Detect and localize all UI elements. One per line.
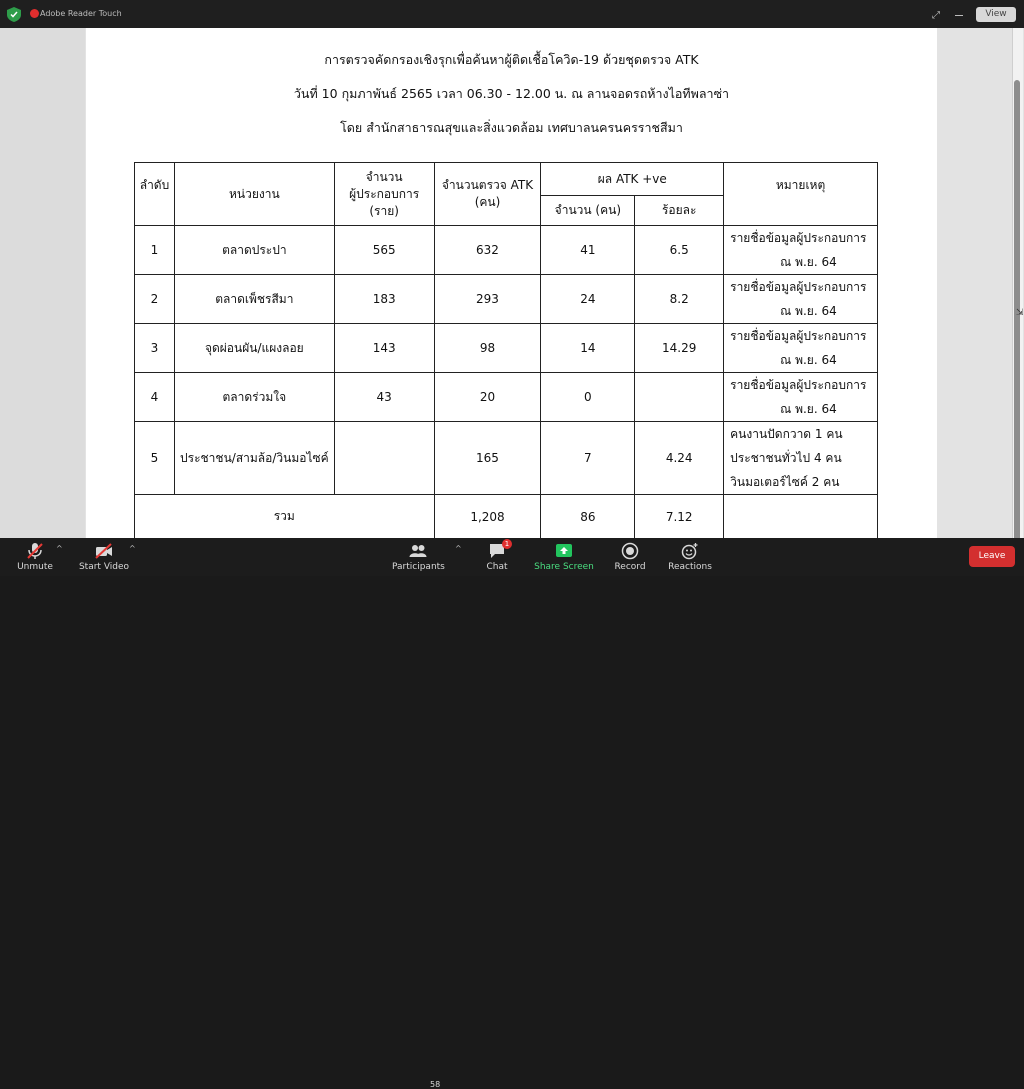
shared-screen [0,28,1024,538]
header-unit: หน่วยงาน [174,163,334,226]
record-icon [621,542,639,560]
document-margin [0,28,85,538]
video-off-icon [95,542,113,560]
header-vendors: จำนวน ผู้ประกอบการ (ราย) [334,163,434,226]
header-remark: หมายเหตุ [724,163,878,226]
table-total-row [135,495,878,539]
table-row [135,324,878,373]
cell-percent [635,373,724,422]
table-header-row [135,163,878,196]
cell-positive: 24 [541,275,635,324]
cell-vendors: 143 [334,324,434,373]
cell-tested: 165 [434,422,541,495]
total-percent: 7.12 [635,495,724,539]
screen-share-indicator-icon [30,9,39,18]
total-remark [724,495,878,539]
shared-window-title: Adobe Reader Touch [40,9,122,18]
leave-button[interactable]: Leave [969,546,1015,567]
header-positive: ผล ATK +ve [541,163,724,196]
chat-unread-badge: 1 [502,539,512,549]
atk-results-table [134,162,878,538]
cell-vendors: 43 [334,373,434,422]
document-title: การตรวจคัดกรองเชิงรุกเพื่อค้นหาผู้ติดเชื้อโควิด-19 ด้วยชุดตรวจ ATK [324,52,699,67]
cell-vendors: 565 [334,226,434,275]
cell-vendors: 183 [334,275,434,324]
cell-remark: รายชื่อข้อมูลผู้ประกอบการ ณ พ.ย. 64 [724,226,878,275]
reactions-emoji-icon [681,542,699,560]
cell-percent: 8.2 [635,275,724,324]
participants-icon [409,542,427,560]
cell-unit: ตลาดประปา [174,226,334,275]
header-tested: จำนวนตรวจ ATK (คน) [434,163,541,226]
meeting-controls-bar: Unmute ^ Start Video ^ Participants 58 ^ Chat Share Screen Record Reactions [0,538,1024,576]
cell-tested: 293 [434,275,541,324]
header-positive-count: จำนวน (คน) [541,196,635,226]
document-page [86,28,937,538]
view-button[interactable]: View [976,7,1016,22]
cell-positive: 0 [541,373,635,422]
cell-positive: 7 [541,422,635,495]
cell-vendors [334,422,434,495]
cell-unit: ตลาดร่วมใจ [174,373,334,422]
total-positive: 86 [541,495,635,539]
cell-percent: 6.5 [635,226,724,275]
cell-unit: จุดผ่อนผัน/แผงลอย [174,324,334,373]
expand-icon[interactable]: ⤢ [932,10,940,21]
cell-order: 5 [135,422,175,495]
cell-percent: 4.24 [635,422,724,495]
minimize-icon[interactable] [955,15,963,16]
document-subtitle-agency: โดย สำนักสาธารณสุขและสิ่งแวดล้อม เทศบาลนครนครราชสีมา [340,120,683,135]
cell-positive: 14 [541,324,635,373]
cell-tested: 98 [434,324,541,373]
cell-positive: 41 [541,226,635,275]
table-row [135,373,878,422]
header-positive-percent: ร้อยละ [635,196,724,226]
table-row [135,422,878,495]
cell-tested: 20 [434,373,541,422]
cell-order: 1 [135,226,175,275]
cell-remark: คนงานปัดกวาด 1 คน ประชาชนทั่วไป 4 คน วินมอเตอร์ไซค์ 2 คน [724,422,878,495]
share-screen-icon [555,542,573,560]
table-row [135,226,878,275]
mouse-cursor-icon: ⇲ [1016,308,1024,318]
participants-chevron-icon[interactable]: ^ [455,544,462,553]
cell-remark: รายชื่อข้อมูลผู้ประกอบการ ณ พ.ย. 64 [724,324,878,373]
muted-microphone-icon [26,542,44,560]
header-order: ลำดับ [135,163,175,226]
cell-unit: ตลาดเพ็ชรสีมา [174,275,334,324]
security-shield-icon[interactable] [7,7,21,22]
total-label: รวม [135,495,435,539]
cell-tested: 632 [434,226,541,275]
total-tested: 1,208 [434,495,541,539]
zoom-top-bar [0,0,1024,28]
cell-remark: รายชื่อข้อมูลผู้ประกอบการ ณ พ.ย. 64 [724,373,878,422]
document-subtitle-date: วันที่ 10 กุมภาพันธ์ 2565 เวลา 06.30 - 12.00 น. ณ ลานจอดรถห้างไอทีพลาซ่า [293,86,730,101]
table-row [135,275,878,324]
cell-order: 4 [135,373,175,422]
audio-options-chevron-icon[interactable]: ^ [56,544,63,553]
cell-remark: รายชื่อข้อมูลผู้ประกอบการ ณ พ.ย. 64 [724,275,878,324]
cell-order: 2 [135,275,175,324]
video-options-chevron-icon[interactable]: ^ [129,544,136,553]
participant-count: 58 [430,1080,441,1089]
cell-order: 3 [135,324,175,373]
cell-percent: 14.29 [635,324,724,373]
cell-unit: ประชาชน/สามล้อ/วินมอไซค์ [174,422,334,495]
